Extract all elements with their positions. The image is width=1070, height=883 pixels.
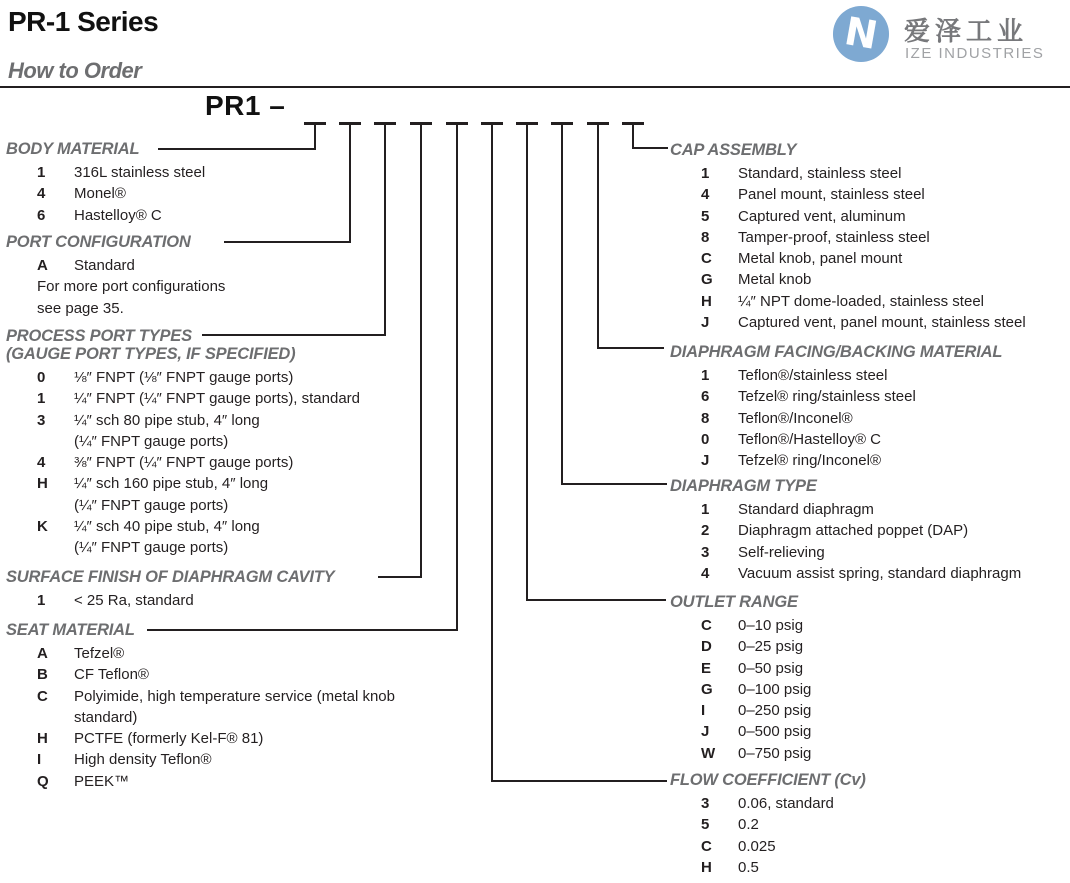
option-label: ¼″ FNPT (¼″ FNPT gauge ports), standard [74, 390, 361, 408]
option-row [670, 793, 866, 814]
tick-vertical-line [420, 125, 422, 578]
tick-vertical-line [491, 125, 493, 782]
option-label: Standard [74, 257, 135, 274]
diaphragm-type-title: DIAPHRAGM TYPE [670, 477, 817, 495]
option-row-continuation [6, 537, 360, 558]
connector-diaphragm-type [561, 483, 667, 485]
tick-vertical-line [349, 125, 351, 243]
option-row [670, 248, 1026, 269]
option-label: 316L stainless steel [74, 164, 206, 181]
option-row [670, 721, 811, 742]
option-row [670, 386, 1002, 407]
option-label: ⅜″ FNPT (¼″ FNPT gauge ports) [74, 454, 294, 472]
option-code: 0 [701, 430, 710, 448]
option-code: C [701, 617, 712, 634]
option-row [670, 312, 1026, 333]
option-label: Standard diaphragm [738, 501, 874, 518]
section-diaphragm-type [670, 477, 1021, 584]
option-code: C [37, 687, 48, 705]
option-label: Hastelloy® C [74, 206, 162, 224]
option-row [670, 814, 866, 835]
option-row-continuation [6, 495, 360, 516]
option-row [670, 227, 1026, 248]
section-body-material [6, 140, 205, 226]
option-label: 0.2 [738, 816, 759, 834]
option-label: 0–500 psig [738, 723, 812, 741]
option-code: 4 [701, 564, 710, 582]
option-code: 1 [37, 390, 46, 408]
flow-coefficient-title: FLOW COEFFICIENT (Cv) [670, 771, 866, 789]
option-row [670, 520, 1021, 541]
option-code: 3 [701, 795, 710, 812]
option-row [6, 643, 395, 664]
option-label: ¼″ sch 40 pipe stub, 4″ long [74, 518, 260, 536]
option-row [6, 388, 360, 409]
option-code: 4 [701, 186, 710, 204]
tick-vertical-line [526, 125, 528, 601]
option-label: Tefzel® ring/stainless steel [738, 388, 916, 406]
section-port-configuration [6, 233, 225, 319]
option-label: Tamper-proof, stainless steel [738, 228, 930, 246]
option-row [6, 410, 360, 431]
option-code: J [701, 452, 710, 470]
option-label: High density Teflon® [74, 751, 212, 769]
option-row [6, 516, 360, 537]
surface-finish-options [6, 590, 334, 611]
option-label: Metal knob, panel mount [738, 250, 903, 268]
option-label: Vacuum assist spring, standard diaphragm [738, 564, 1022, 582]
option-row [670, 836, 866, 857]
option-code: 2 [701, 522, 710, 540]
option-row [670, 499, 1021, 520]
option-label: < 25 Ra, standard [74, 592, 194, 609]
section-cap-assembly [670, 141, 1026, 333]
option-label: ⅛″ FNPT (⅛″ FNPT gauge ports) [74, 369, 294, 386]
option-label: 0–250 psig [738, 702, 812, 720]
connector-outlet-range [526, 599, 666, 601]
option-code: D [701, 638, 712, 656]
how-to-order-heading: How to Order [8, 58, 142, 83]
tick-vertical-line [384, 125, 386, 336]
option-row [6, 686, 395, 707]
option-row [670, 743, 811, 764]
seat-material-title: SEAT MATERIAL [6, 621, 135, 639]
tick-vertical-line [561, 125, 563, 485]
option-label: Teflon®/Hastelloy® C [738, 430, 881, 448]
option-label: Teflon®/Inconel® [738, 409, 853, 427]
ize-monogram-icon [832, 5, 890, 63]
option-row-continuation [6, 431, 360, 452]
connector-cap-assembly [632, 147, 668, 149]
cap-assembly-options [670, 163, 1026, 333]
option-label: Panel mount, stainless steel [738, 186, 925, 204]
option-code: 6 [37, 206, 46, 224]
option-row [6, 749, 395, 770]
option-label: 0–10 psig [738, 617, 804, 634]
option-row [670, 563, 1021, 584]
option-code: 4 [37, 454, 46, 472]
seat-material-options [6, 643, 395, 792]
option-row [670, 184, 1026, 205]
outlet-range-title: OUTLET RANGE [670, 593, 798, 611]
option-code: 5 [701, 816, 710, 834]
order-code-prefix: PR1 – [205, 90, 286, 121]
option-label: 0–50 psig [738, 659, 804, 677]
option-label: 0.5 [738, 858, 759, 876]
option-code: E [701, 659, 712, 677]
ize-logo [832, 5, 1062, 67]
diaphragm-facing-backing-title: DIAPHRAGM FACING/BACKING MATERIAL [670, 343, 1003, 361]
option-code: C [701, 250, 712, 268]
option-row [670, 269, 1026, 290]
option-label: 0.06, standard [738, 795, 834, 812]
option-code: A [37, 645, 48, 662]
option-label: 0.025 [738, 837, 776, 855]
option-code: 6 [701, 388, 710, 406]
option-row [670, 636, 811, 657]
option-label: CF Teflon® [74, 666, 149, 684]
logo-name-cn: 爱泽工业 [904, 16, 1029, 46]
option-code: 5 [701, 207, 710, 225]
section-flow-coefficient [670, 771, 866, 878]
option-sublabel: (¼″ FNPT gauge ports) [74, 496, 229, 514]
option-code: 8 [701, 228, 710, 246]
option-label: 0–100 psig [738, 680, 812, 698]
option-row [670, 365, 1002, 386]
option-code: A [37, 257, 48, 274]
option-code: B [37, 666, 48, 684]
option-code: H [37, 475, 48, 493]
option-row [670, 450, 1002, 471]
option-row [670, 658, 811, 679]
option-label: PEEK™ [74, 772, 130, 790]
option-label: Captured vent, aluminum [738, 207, 906, 225]
process-port-types-subtitle: (GAUGE PORT TYPES, IF SPECIFIED) [6, 345, 296, 363]
option-sublabel: (¼″ FNPT gauge ports) [74, 432, 229, 450]
option-code: 4 [37, 185, 46, 203]
option-row [6, 452, 360, 473]
option-row [670, 679, 811, 700]
option-row [670, 206, 1026, 227]
body-material-title: BODY MATERIAL [6, 140, 140, 158]
body-material-options [6, 162, 205, 226]
option-label: Captured vent, panel mount, stainless steel [738, 314, 1026, 332]
option-row [670, 429, 1002, 450]
option-label: Diaphragm attached poppet (DAP) [738, 522, 969, 540]
section-outlet-range [670, 593, 811, 764]
connector-flow-coefficient [491, 780, 667, 782]
option-label: Standard, stainless steel [738, 165, 902, 182]
page-title: PR-1 Series [8, 6, 159, 37]
tick-vertical-line [597, 125, 599, 349]
process-port-types-options [6, 367, 360, 559]
process-port-types-title: PROCESS PORT TYPES [6, 327, 192, 345]
option-code: W [701, 744, 716, 762]
option-row [6, 728, 395, 749]
outlet-range-options [670, 615, 811, 764]
option-row [6, 771, 395, 792]
option-sublabel: standard) [74, 708, 138, 726]
logo-name-en: IZE INDUSTRIES [905, 45, 1045, 62]
option-row [6, 162, 205, 183]
option-row-continuation [6, 707, 395, 728]
cap-assembly-title: CAP ASSEMBLY [670, 141, 797, 159]
option-row [670, 291, 1026, 312]
option-row [6, 473, 360, 494]
option-code: 1 [701, 501, 710, 518]
section-note: For more port configurations [37, 278, 226, 296]
flow-coefficient-options [670, 793, 866, 878]
option-row [6, 664, 395, 685]
surface-finish-title: SURFACE FINISH OF DIAPHRAGM CAVITY [6, 568, 335, 586]
option-label: Polyimide, high temperature service (metal knob [74, 687, 395, 705]
option-code: 1 [701, 165, 710, 182]
option-row [6, 183, 205, 204]
diaphragm-facing-backing-options [670, 365, 1002, 471]
option-row [670, 700, 811, 721]
option-row [6, 205, 205, 226]
tick-vertical-line [456, 125, 458, 631]
option-row [6, 255, 225, 276]
option-label: Metal knob [738, 271, 812, 289]
section-diaphragm-facing-backing [670, 343, 1002, 471]
option-code: H [701, 292, 712, 310]
option-label: Tefzel® [74, 645, 125, 662]
option-code: 0 [37, 369, 46, 386]
option-row [670, 615, 811, 636]
option-code: C [701, 837, 712, 855]
option-code: G [701, 271, 713, 289]
option-label: Tefzel® ring/Inconel® [738, 452, 882, 470]
diaphragm-type-options [670, 499, 1021, 584]
option-code-spacer [6, 537, 74, 558]
section-seat-material [6, 621, 395, 792]
option-label: ¼″ sch 80 pipe stub, 4″ long [74, 411, 260, 429]
section-note: see page 35. [37, 299, 124, 317]
option-label: ¼″ sch 160 pipe stub, 4″ long [74, 475, 269, 493]
option-code: G [701, 680, 713, 698]
connector-port-configuration [224, 241, 351, 243]
option-label: Teflon®/stainless steel [738, 367, 888, 384]
option-code: K [37, 518, 48, 536]
option-code: J [701, 314, 710, 332]
option-code-spacer [6, 495, 74, 516]
tick-vertical-line [314, 125, 316, 150]
option-label: 0–750 psig [738, 744, 812, 762]
section-surface-finish [6, 568, 334, 611]
option-code: 1 [37, 592, 46, 609]
port-configuration-title: PORT CONFIGURATION [6, 233, 191, 251]
option-code: I [701, 702, 706, 720]
option-row [6, 367, 360, 388]
option-code: 3 [37, 411, 46, 429]
option-label: Monel® [74, 185, 126, 203]
option-sublabel: (¼″ FNPT gauge ports) [74, 539, 229, 557]
option-code: 1 [37, 164, 46, 181]
heading-rule [0, 86, 1070, 88]
option-row [670, 857, 866, 878]
option-code: J [701, 723, 710, 741]
option-row [670, 163, 1026, 184]
option-row [670, 542, 1021, 563]
connector-diaphragm-facing-backing [597, 347, 664, 349]
svg-text:N: N [841, 9, 881, 60]
option-code: 3 [701, 543, 710, 561]
option-code: I [37, 751, 42, 769]
option-code: H [37, 730, 48, 748]
option-label: ¼″ NPT dome-loaded, stainless steel [738, 292, 984, 310]
option-label: PCTFE (formerly Kel-F® 81) [74, 730, 264, 748]
option-row [6, 590, 334, 611]
option-code: 1 [701, 367, 710, 384]
option-label: Self-relieving [738, 543, 825, 561]
connector-surface-finish [378, 576, 422, 578]
port-configuration-options [6, 255, 225, 319]
option-label: 0–25 psig [738, 638, 804, 656]
option-code: Q [37, 772, 49, 790]
option-code-spacer [6, 707, 74, 728]
section-process-port-types [6, 327, 360, 559]
option-code: 8 [701, 409, 710, 427]
option-code: H [701, 858, 712, 876]
option-row [670, 408, 1002, 429]
option-code-spacer [6, 431, 74, 452]
tick-vertical-line [632, 125, 634, 149]
